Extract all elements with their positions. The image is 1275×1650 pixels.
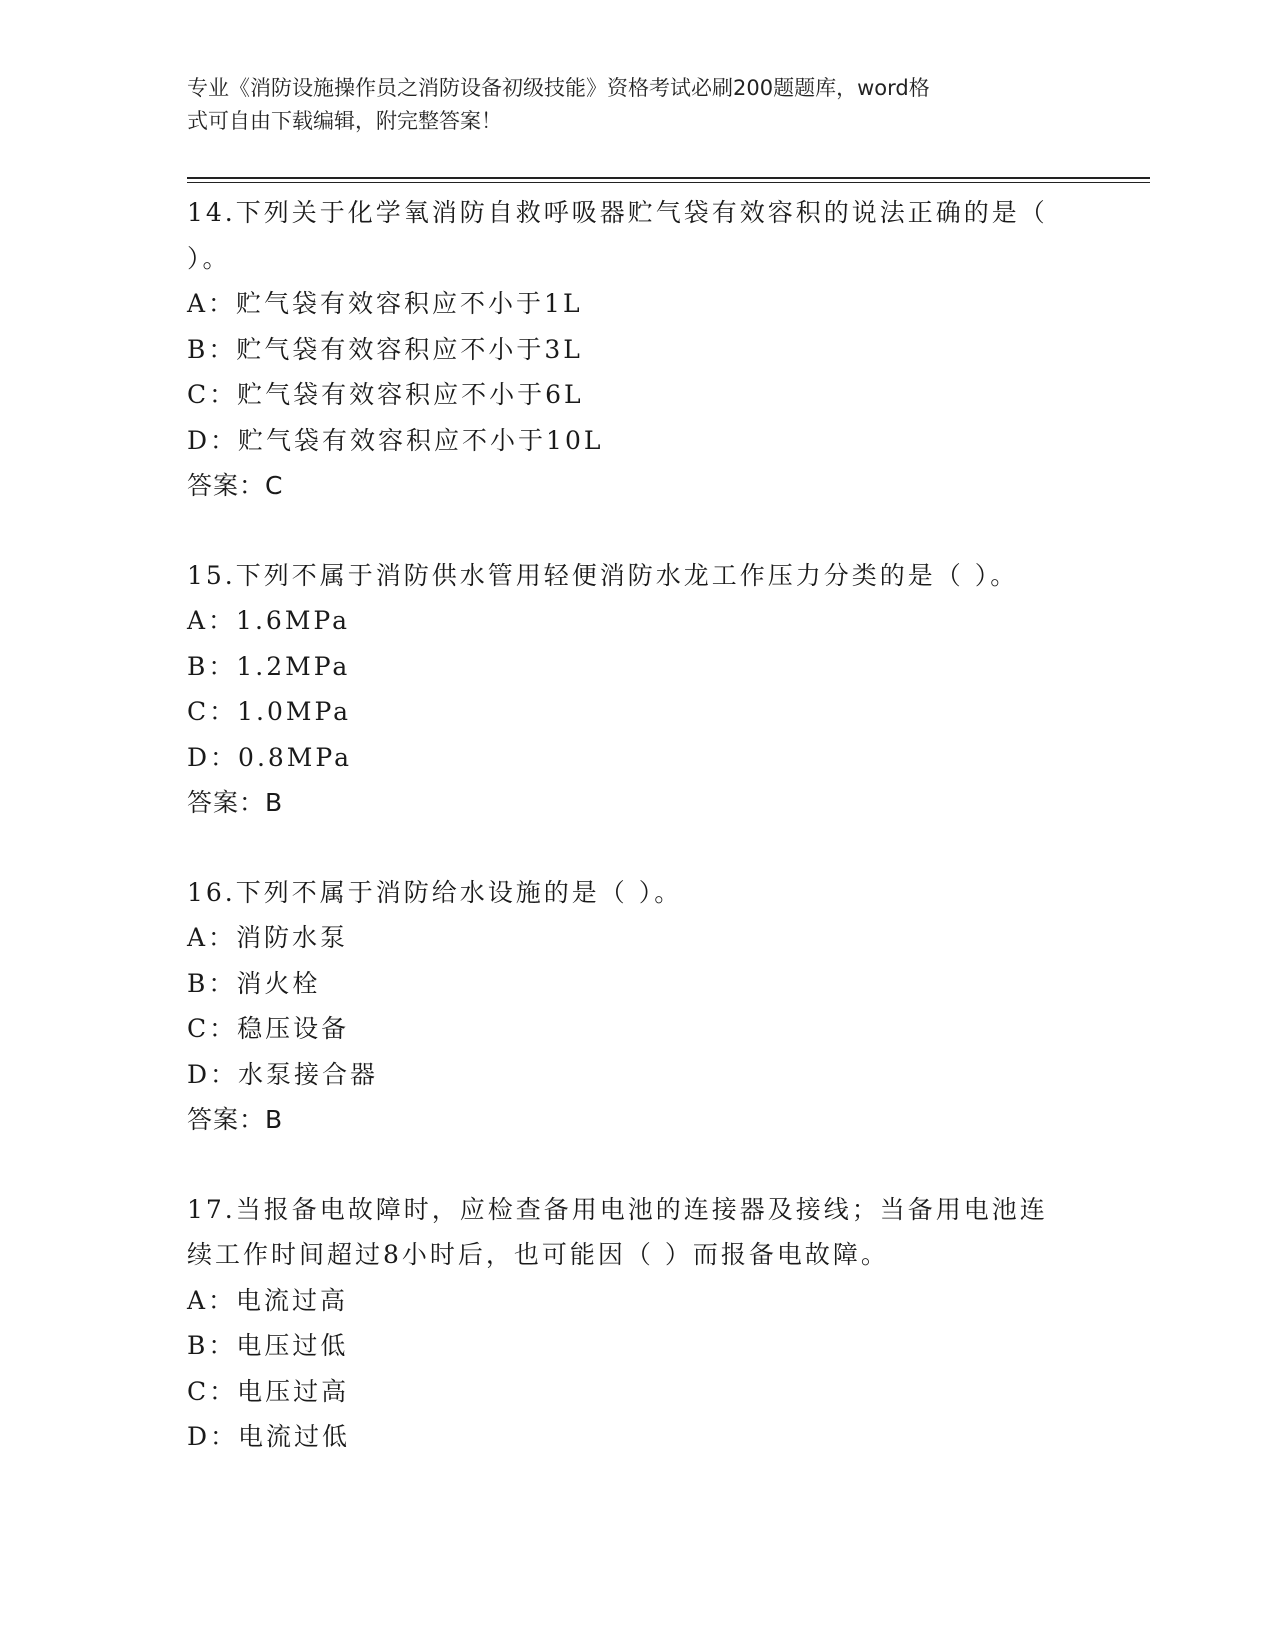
- answer-line: 答案：B: [187, 1105, 284, 1134]
- option-a: A：贮气袋有效容积应不小于1L: [187, 289, 583, 318]
- question-stem-line: 续工作时间超过8小时后，也可能因（ ）而报备电故障。: [187, 1240, 889, 1269]
- question-spacer: [187, 509, 1087, 553]
- option-c: C：1.0MPa: [187, 697, 352, 726]
- question-list: [187, 190, 1087, 1460]
- document-header: [187, 72, 1067, 138]
- option-d: D：贮气袋有效容积应不小于10L: [187, 425, 604, 455]
- option-b: B：1.2MPa: [187, 651, 351, 681]
- question-14: [187, 190, 1087, 509]
- option-c: C：贮气袋有效容积应不小于6L: [187, 380, 584, 409]
- header-line-1: 专业《消防设施操作员之消防设备初级技能》资格考试必刷200题题库，word格: [187, 76, 930, 100]
- option-d: D：电流过低: [187, 1422, 351, 1451]
- question-stem-line: 14.下列关于化学氧消防自救呼吸器贮气袋有效容积的说法正确的是（: [187, 198, 1048, 227]
- header-line-2: 式可自由下载编辑，附完整答案！: [187, 109, 502, 133]
- question-spacer: [187, 826, 1087, 870]
- option-c: C：稳压设备: [187, 1014, 350, 1043]
- question-stem-line: 16.下列不属于消防给水设施的是（ ）。: [187, 877, 683, 907]
- question-spacer: [187, 1143, 1087, 1187]
- header-divider-thick: [187, 177, 1150, 179]
- option-c: C：电压过高: [187, 1376, 350, 1406]
- answer-line: 答案：B: [187, 788, 284, 817]
- option-b: B：贮气袋有效容积应不小于3L: [187, 334, 583, 364]
- question-stem-line: 15.下列不属于消防供水管用轻便消防水龙工作压力分类的是（ ）。: [187, 560, 1019, 590]
- answer-line: 答案：C: [187, 471, 284, 500]
- question-17: [187, 1187, 1087, 1460]
- option-d: D：水泵接合器: [187, 1059, 379, 1089]
- question-15: [187, 553, 1087, 826]
- option-a: A：消防水泵: [187, 923, 349, 952]
- header-divider-thin: [187, 182, 1150, 183]
- option-a: A：电流过高: [187, 1285, 349, 1315]
- option-b: B：消火栓: [187, 968, 321, 998]
- option-b: B：电压过低: [187, 1331, 349, 1360]
- question-stem-line: ）。: [187, 243, 231, 273]
- question-stem-line: 17.当报备电故障时，应检查备用电池的连接器及接线；当备用电池连: [187, 1194, 1048, 1224]
- question-16: [187, 870, 1087, 1143]
- option-d: D：0.8MPa: [187, 742, 353, 772]
- option-a: A：1.6MPa: [187, 606, 351, 635]
